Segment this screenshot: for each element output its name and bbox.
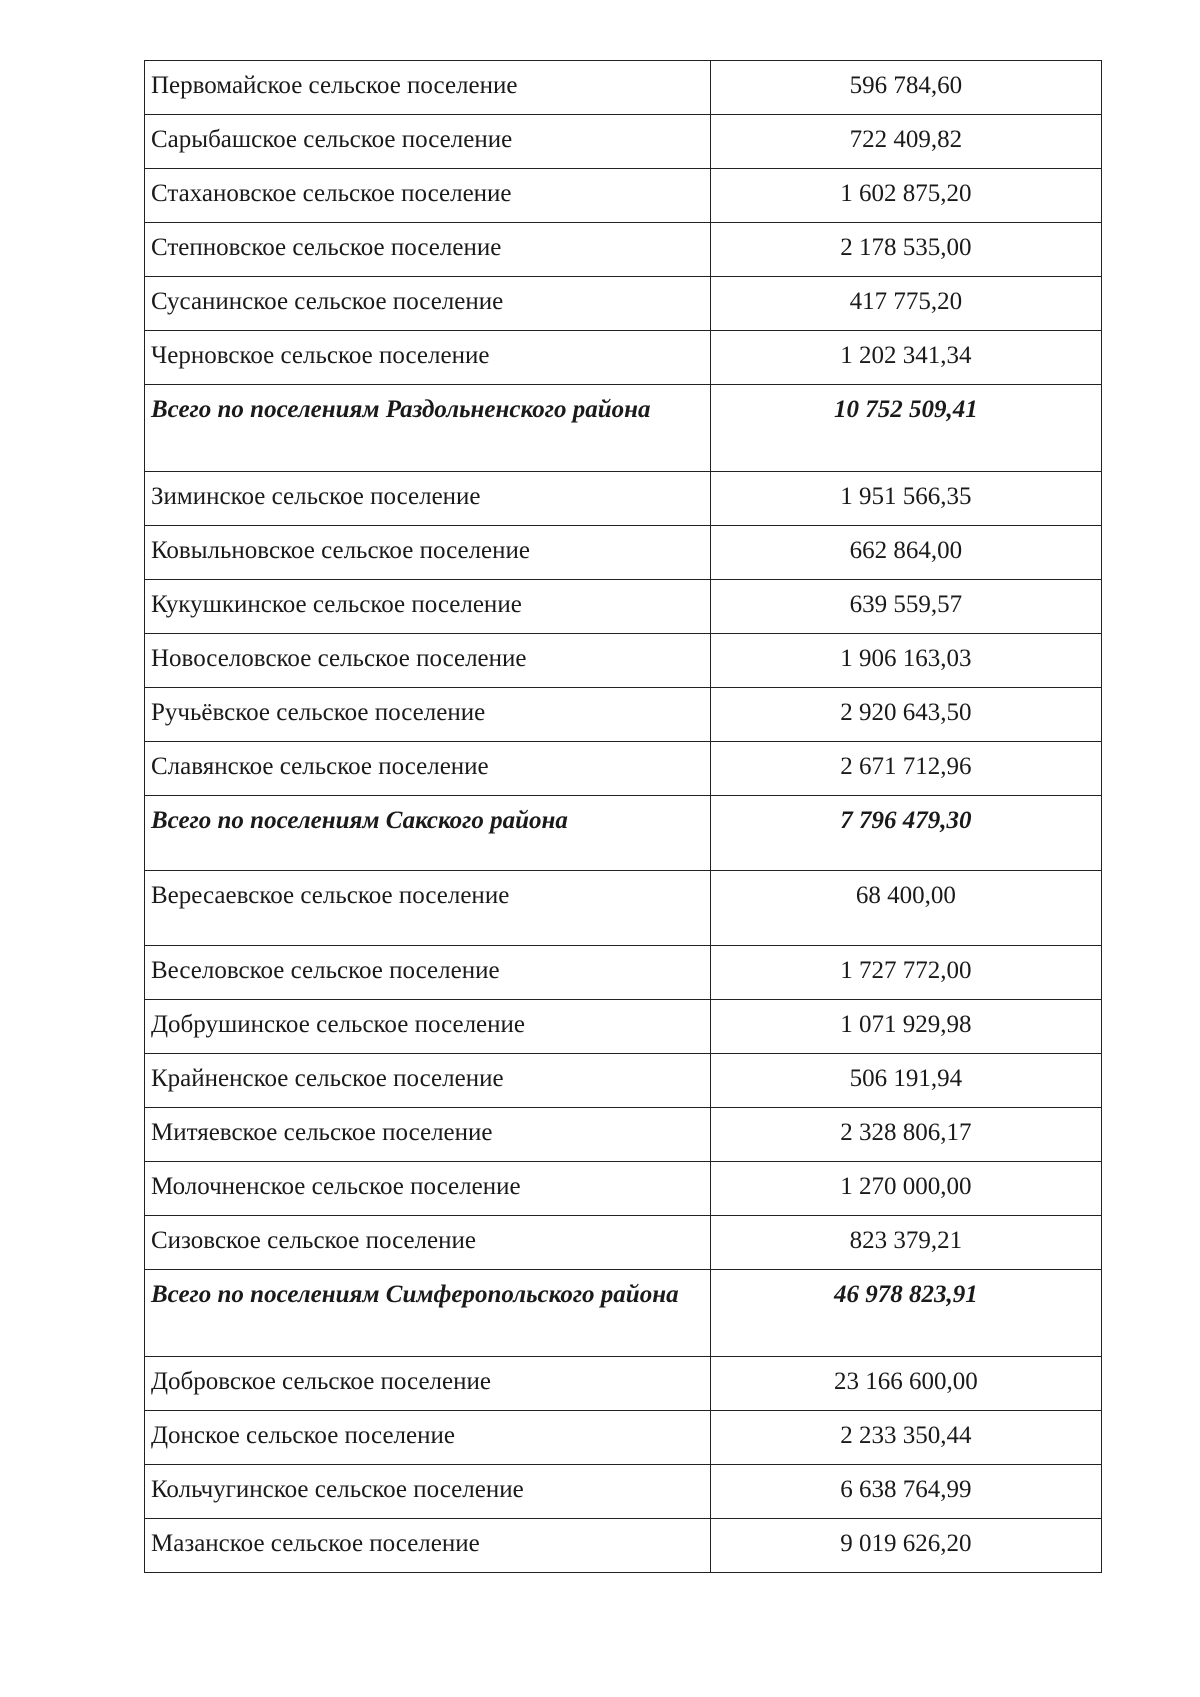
settlement-name: Первомайское сельское поселение [145,61,711,115]
settlement-amount: 1 727 772,00 [710,946,1101,1000]
settlement-row [145,61,1102,115]
settlement-amount: 722 409,82 [710,115,1101,169]
settlement-amount: 2 671 712,96 [710,742,1101,796]
settlement-row [145,1519,1102,1573]
settlement-name: Кольчугинское сельское поселение [145,1465,711,1519]
settlement-row [145,1465,1102,1519]
settlement-name: Сарыбашское сельское поселение [145,115,711,169]
district-total-label: Всего по поселениям Сакского района [145,796,711,871]
settlement-amount: 506 191,94 [710,1054,1101,1108]
district-total-amount: 10 752 509,41 [710,385,1101,472]
settlement-amount: 596 784,60 [710,61,1101,115]
settlements-table [144,60,1102,1573]
settlement-name: Сизовское сельское поселение [145,1216,711,1270]
settlement-amount: 23 166 600,00 [710,1357,1101,1411]
settlement-amount: 1 951 566,35 [710,472,1101,526]
settlement-row [145,1108,1102,1162]
settlement-row [145,223,1102,277]
settlement-name: Добрушинское сельское поселение [145,1000,711,1054]
settlement-name: Сусанинское сельское поселение [145,277,711,331]
settlement-name: Веселовское сельское поселение [145,946,711,1000]
district-total-row [145,796,1102,871]
settlement-amount: 662 864,00 [710,526,1101,580]
district-total-amount: 7 796 479,30 [710,796,1101,871]
settlement-row [145,580,1102,634]
settlement-name: Ковыльновское сельское поселение [145,526,711,580]
settlement-row [145,472,1102,526]
settlement-amount: 2 328 806,17 [710,1108,1101,1162]
settlement-amount: 6 638 764,99 [710,1465,1101,1519]
settlement-row [145,634,1102,688]
settlement-row [145,946,1102,1000]
settlement-name: Кукушкинское сельское поселение [145,580,711,634]
settlement-name: Стахановское сельское поселение [145,169,711,223]
settlement-amount: 1 071 929,98 [710,1000,1101,1054]
settlement-name: Добровское сельское поселение [145,1357,711,1411]
settlement-row [145,1411,1102,1465]
settlement-amount: 2 178 535,00 [710,223,1101,277]
settlement-amount: 2 920 643,50 [710,688,1101,742]
settlement-amount: 1 270 000,00 [710,1162,1101,1216]
settlement-amount: 417 775,20 [710,277,1101,331]
district-total-amount: 46 978 823,91 [710,1270,1101,1357]
settlement-row [145,1000,1102,1054]
settlement-name: Новоселовское сельское поселение [145,634,711,688]
settlement-row [145,742,1102,796]
settlement-amount: 2 233 350,44 [710,1411,1101,1465]
settlement-row [145,1162,1102,1216]
settlement-name: Мазанское сельское поселение [145,1519,711,1573]
settlement-row [145,688,1102,742]
settlement-name: Степновское сельское поселение [145,223,711,277]
settlement-name: Крайненское сельское поселение [145,1054,711,1108]
table-body [145,61,1102,1573]
settlement-name: Молочненское сельское поселение [145,1162,711,1216]
settlement-name: Вересаевское сельское поселение [145,871,711,946]
settlement-name: Славянское сельское поселение [145,742,711,796]
settlement-name: Донское сельское поселение [145,1411,711,1465]
settlement-row [145,115,1102,169]
settlement-row [145,1054,1102,1108]
settlement-amount: 823 379,21 [710,1216,1101,1270]
settlement-row [145,526,1102,580]
settlement-amount: 68 400,00 [710,871,1101,946]
district-total-row [145,385,1102,472]
settlement-row [145,1357,1102,1411]
settlement-row [145,1216,1102,1270]
settlement-amount: 9 019 626,20 [710,1519,1101,1573]
settlement-name: Зиминское сельское поселение [145,472,711,526]
settlement-name: Ручьёвское сельское поселение [145,688,711,742]
district-total-label: Всего по поселениям Раздольненского района [145,385,711,472]
settlement-amount: 1 602 875,20 [710,169,1101,223]
settlement-row [145,871,1102,946]
settlement-name: Черновское сельское поселение [145,331,711,385]
settlement-name: Митяевское сельское поселение [145,1108,711,1162]
settlement-row [145,331,1102,385]
settlement-amount: 639 559,57 [710,580,1101,634]
settlement-amount: 1 906 163,03 [710,634,1101,688]
settlement-row [145,277,1102,331]
district-total-label: Всего по поселениям Симферопольского района [145,1270,711,1357]
settlement-amount: 1 202 341,34 [710,331,1101,385]
settlement-row [145,169,1102,223]
district-total-row [145,1270,1102,1357]
